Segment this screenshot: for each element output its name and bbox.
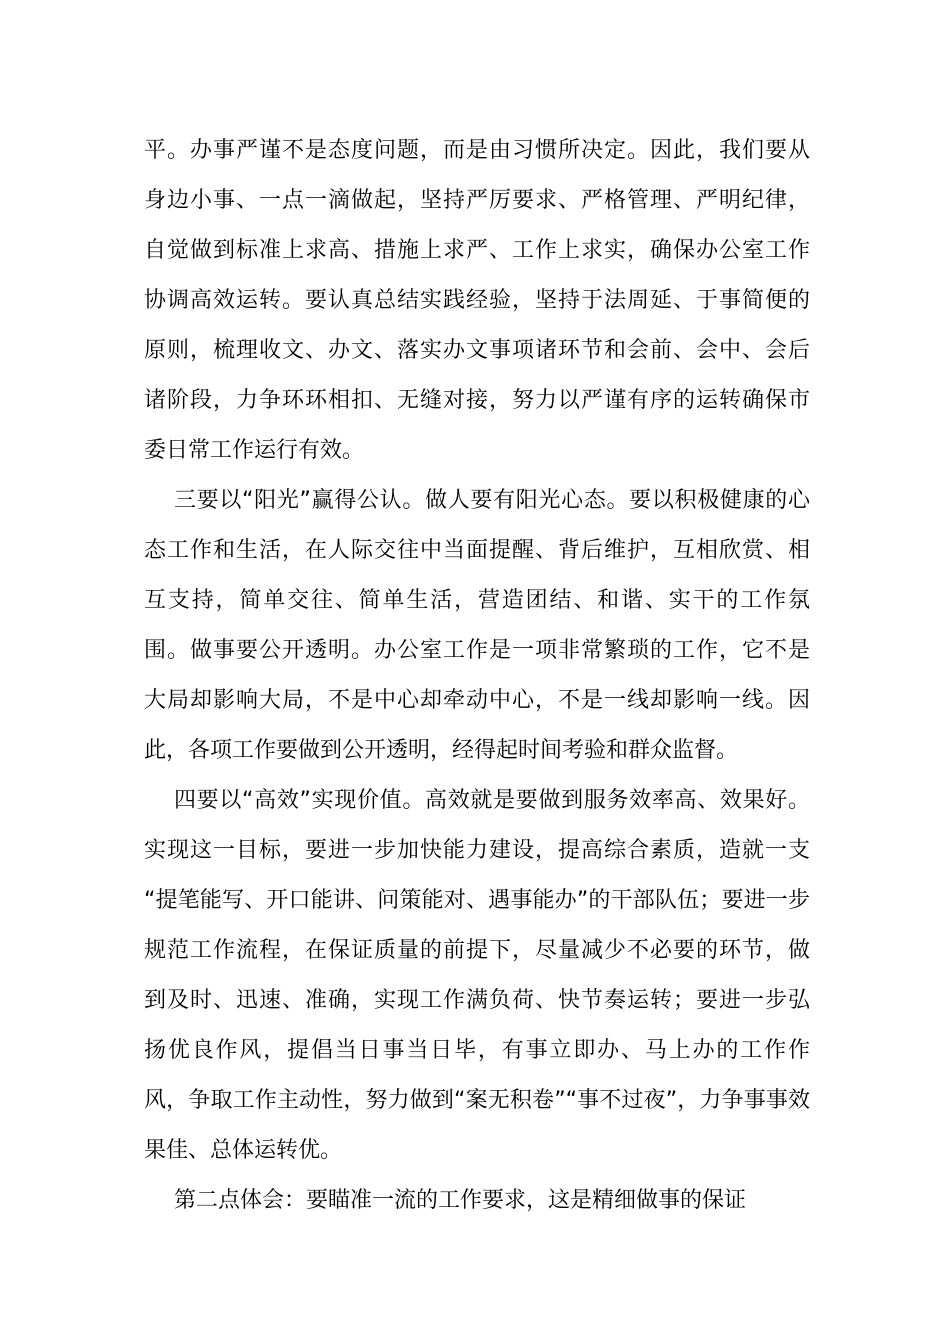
paragraph-3-line-4: 规范工作流程，在保证质量的前提下，尽量减少不必要的环节，做 [144, 938, 810, 963]
section-heading-line: 第二点体会：要瞄准一流的工作要求，这是精细做事的保证 [174, 1188, 747, 1213]
paragraph-2-line-1: 三要以“阳光”赢得公认。做人要有阳光心态。要以积极健康的心 [174, 488, 810, 513]
paragraph-2-line-2: 态工作和生活，在人际交往中当面提醒、背后维护，互相欣赏、相 [144, 538, 810, 563]
paragraph-1-line-6: 诸阶段，力争环环相扣、无缝对接，努力以严谨有序的运转确保市 [144, 388, 810, 413]
paragraph-2-line-4: 围。做事要公开透明。办公室工作是一项非常繁琐的工作，它不是 [144, 638, 810, 663]
paragraph-1-line-3: 自觉做到标准上求高、措施上求严、工作上求实，确保办公室工作 [144, 238, 810, 263]
document-body [144, 136, 810, 1216]
paragraph-1-line-5: 原则，梳理收文、办文、落实办文事项诸环节和会前、会中、会后 [144, 338, 810, 363]
paragraph-1-line-7: 委日常工作运行有效。 [144, 438, 365, 463]
paragraph-3-line-5: 到及时、迅速、准确，实现工作满负荷、快节奏运转；要进一步弘 [144, 988, 810, 1013]
paragraph-2-line-5: 大局却影响大局，不是中心却牵动中心，不是一线却影响一线。因 [144, 688, 810, 713]
paragraph-3-line-3: “提笔能写、开口能讲、问策能对、遇事能办”的干部队伍；要进一步 [144, 888, 810, 913]
paragraph-2-line-6: 此，各项工作要做到公开透明，经得起时间考验和群众监督。 [144, 738, 739, 763]
paragraph-2-line-3: 互支持，简单交往、简单生活，营造团结、和谐、实干的工作氛 [144, 588, 810, 613]
paragraph-3-line-2: 实现这一目标，要进一步加快能力建设，提高综合素质，造就一支 [144, 838, 810, 863]
paragraph-3-line-7: 风，争取工作主动性，努力做到“案无积卷”“事不过夜”，力争事事效 [144, 1088, 810, 1113]
paragraph-3-line-8: 果佳、总体运转优。 [144, 1138, 343, 1163]
paragraph-1-line-4: 协调高效运转。要认真总结实践经验，坚持于法周延、于事简便的 [144, 288, 810, 313]
paragraph-1-line-2: 身边小事、一点一滴做起，坚持严厉要求、严格管理、严明纪律， [144, 188, 810, 213]
paragraph-3-line-6: 扬优良作风，提倡当日事当日毕，有事立即办、马上办的工作作 [144, 1038, 810, 1063]
paragraph-3-line-1: 四要以“高效”实现价值。高效就是要做到服务效率高、效果好。 [174, 788, 810, 813]
paragraph-1-line-1: 平。办事严谨不是态度问题，而是由习惯所决定。因此，我们要从 [144, 138, 810, 163]
